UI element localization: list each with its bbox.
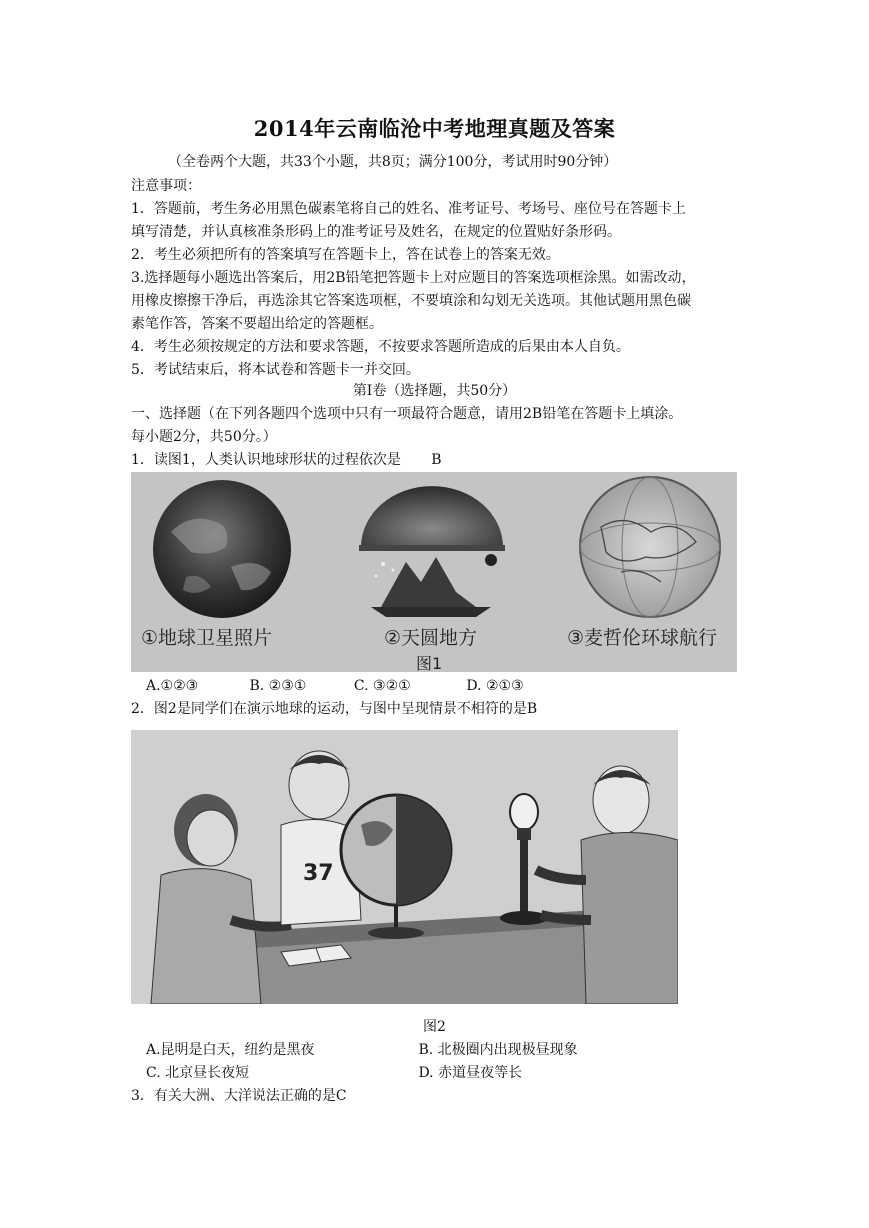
figure-2-illustration — [131, 730, 678, 1004]
figure-1-label: ③麦哲伦环球航行 — [567, 627, 718, 649]
note-line: 素笔作答，答案不要超出给定的答题框。 — [131, 316, 383, 332]
question-2-stem: 2．图2是同学们在演示地球的运动，与图中呈现情景不相符的是B — [131, 701, 538, 717]
page-title: 2014年云南临沧中考地理真题及答案 — [253, 116, 616, 141]
section-intro: 一、选择题（在下列各题四个选项中只有一项最符合题意，请用2B铅笔在答题卡上填涂。 — [131, 406, 683, 422]
round-sky-square-earth-icon — [359, 486, 505, 617]
option-d: D. 赤道昼夜等长 — [418, 1065, 523, 1081]
light-bulb-icon — [500, 794, 548, 925]
section-intro: 每小题2分，共50分。） — [131, 429, 277, 445]
figure-1-label: ①地球卫星照片 — [141, 627, 273, 649]
note-line: 1．答题前，考生务必用黑色碳素笔将自己的姓名、准考证号、考场号、座位号在答题卡上 — [131, 201, 686, 217]
note-line: 5．考试结束后，将本试卷和答题卡一并交回。 — [131, 362, 420, 378]
question-2-options-row-1 — [146, 1040, 578, 1060]
option-d: D. ②①③ — [466, 678, 524, 694]
option-a: A.①②③ — [146, 678, 199, 694]
note-line: 4．考生必须按规定的方法和要求答题，不按要求答题所造成的后果由本人自负。 — [131, 339, 630, 355]
question-3-stem: 3．有关大洲、大洋说法正确的是C — [131, 1088, 347, 1104]
option-c: C. ③②① — [353, 678, 411, 694]
figure-1-illustration — [131, 472, 737, 672]
note-line: 3.选择题每小题选出答案后，用2B铅笔把答题卡上对应题目的答案选项框涂黑。如需改动， — [131, 270, 696, 286]
earth-satellite-photo-icon — [153, 480, 291, 618]
figure-2-caption: 图2 — [423, 1019, 446, 1035]
question-1-options — [146, 676, 524, 696]
figure-1-label: ②天圆地方 — [384, 627, 478, 649]
figure-1 — [131, 472, 737, 672]
figure-1-caption: 图1 — [416, 654, 443, 672]
option-b: B. ②③① — [249, 678, 307, 694]
question-1-stem — [131, 450, 442, 470]
exam-subtitle: （全卷两个大题，共33个小题，共8页；满分100分，考试用时90分钟） — [168, 154, 618, 170]
question-1-text: 1．读图1，人类认识地球形状的过程依次是 — [131, 452, 401, 468]
section-heading: 第Ⅰ卷（选择题，共50分） — [352, 383, 517, 399]
note-line: 填写清楚，并认真核准条形码上的准考证号及姓名，在规定的位置贴好条形码。 — [131, 224, 621, 240]
question-1-answer: B — [431, 452, 442, 468]
option-c: C. 北京昼长夜短 — [146, 1065, 250, 1081]
shirt-number: 37 — [303, 861, 334, 886]
question-2-options-row-2 — [146, 1063, 522, 1083]
option-a: A.昆明是白天，纽约是黑夜 — [146, 1042, 315, 1058]
option-b: B. 北极圈内出现极昼现象 — [418, 1042, 578, 1058]
note-line: 用橡皮擦擦干净后，再选涂其它答案选项框，不要填涂和勾划无关选项。其他试题用黑色碳 — [131, 293, 691, 309]
note-line: 2．考生必须把所有的答案填写在答题卡上，答在试卷上的答案无效。 — [131, 247, 560, 263]
notes-heading: 注意事项： — [131, 178, 201, 194]
magellan-voyage-globe-icon — [580, 477, 720, 617]
figure-2 — [131, 730, 678, 1004]
